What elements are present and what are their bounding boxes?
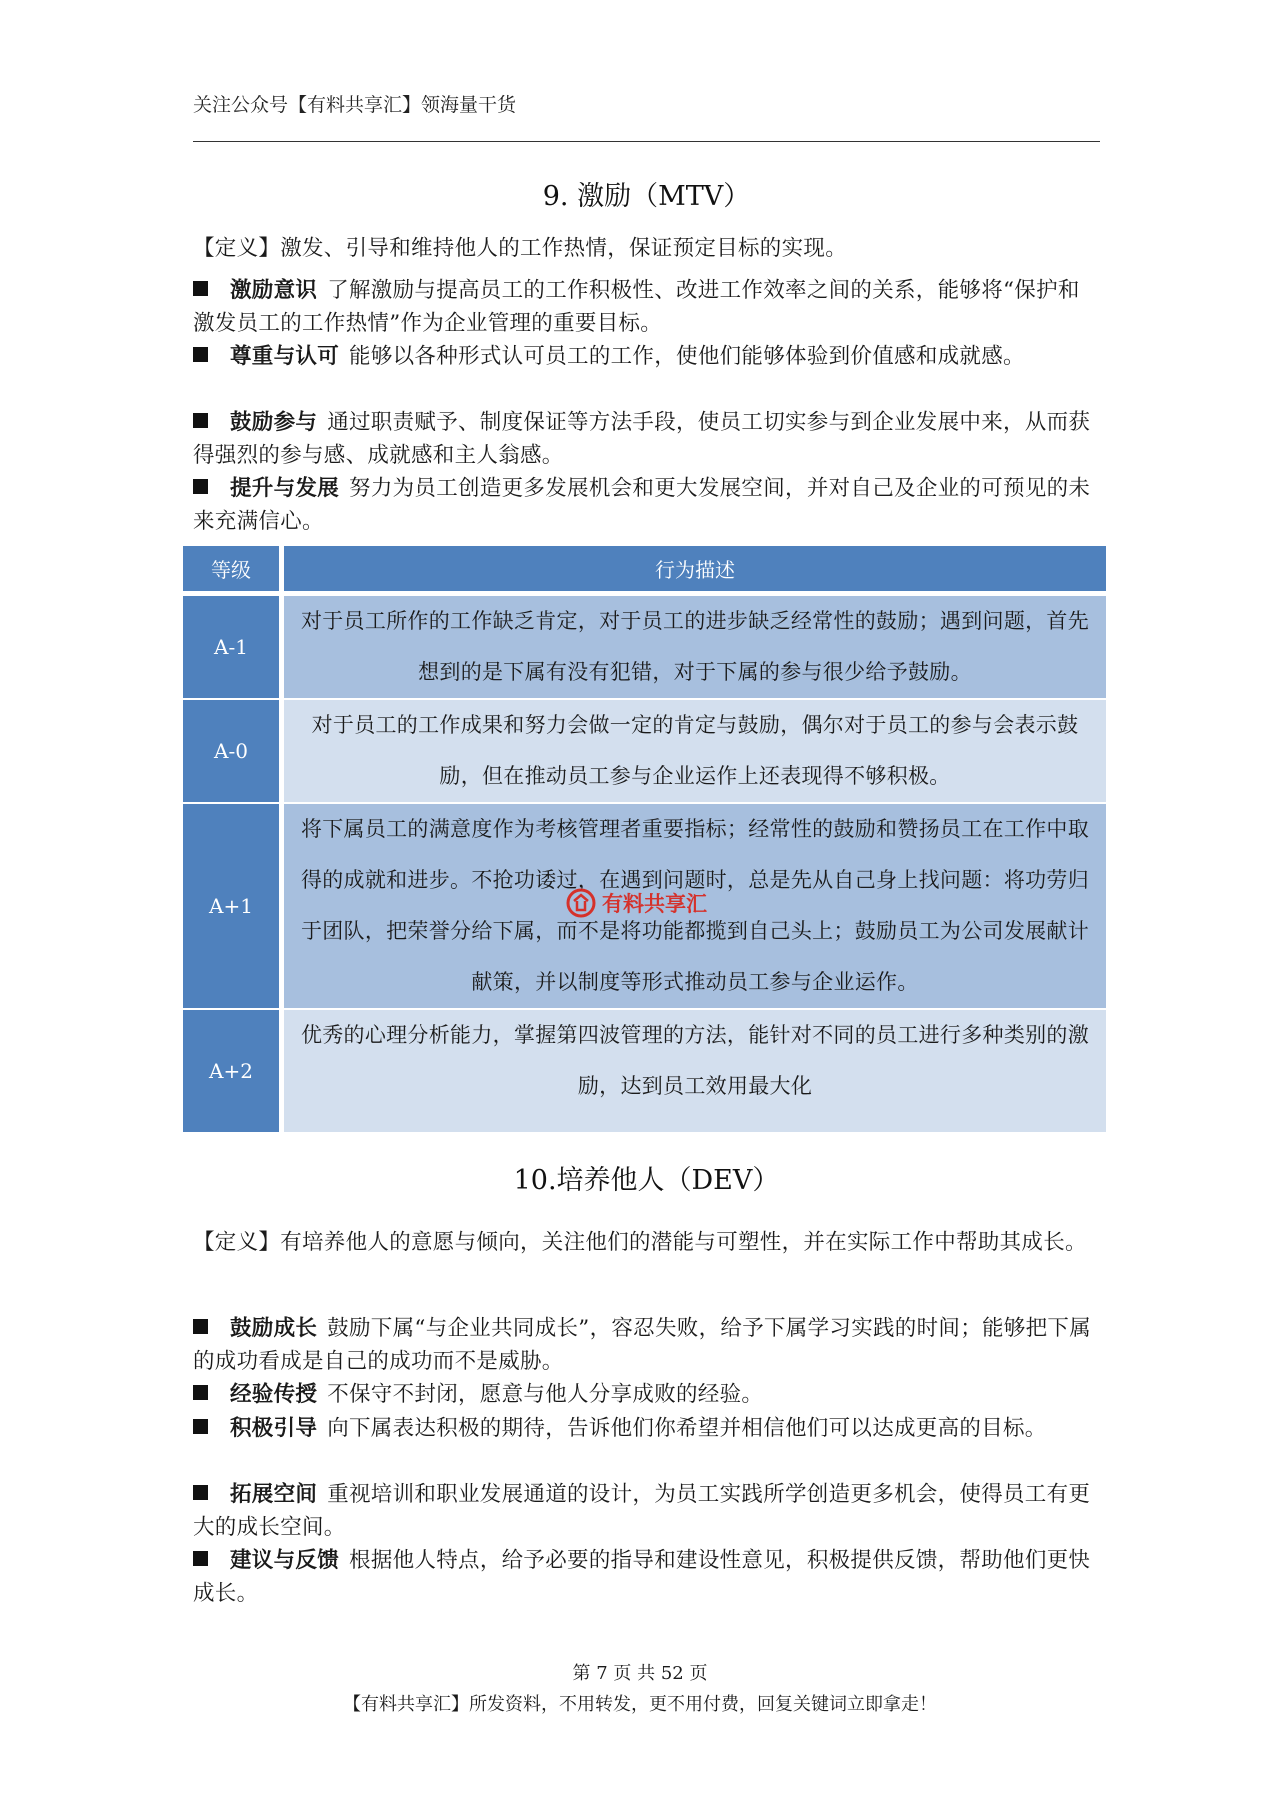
item-text: 努力为员工创造更多发展机会和更大发展空间，并对自己及企业的可预见的未来充满信心。 [193,476,1091,534]
item-text: 能够以各种形式认可员工的工作，使他们能够体验到价值感和成就感。 [349,344,1025,369]
footer-note: 【有料共享汇】所发资料，不用转发，更不用付费，回复关键词立即拿走！ [343,1694,937,1715]
watermark-text: 有料共享汇 [602,892,707,916]
section-10-item [193,1544,1100,1610]
page-number: 第 7 页 共 52 页 [572,1663,708,1684]
item-keyword: 鼓励参与 [230,410,318,435]
table-row [183,1010,1106,1134]
competency-level-table [183,546,1106,1134]
watermark [566,888,707,918]
square-bullet-icon [193,281,208,296]
section-10-item [193,1378,1100,1411]
watermark-logo-icon [566,888,596,918]
item-keyword: 激励意识 [230,278,318,303]
item-keyword: 拓展空间 [230,1482,318,1507]
section-9-item [193,340,1100,373]
description-cell: 对于员工的工作成果和努力会做一定的肯定与鼓励，偶尔对于员工的参与会表示鼓励，但在推动员工参与企业运作上还表现得不够积极。 [284,700,1106,804]
square-bullet-icon [193,479,208,494]
section-9-title: 9. 激励（MTV） [542,181,751,212]
item-keyword: 提升与发展 [230,476,340,501]
section-10-item [193,1312,1100,1378]
item-keyword: 尊重与认可 [230,344,340,369]
header-divider [193,141,1100,142]
item-text: 了解激励与提高员工的工作积极性、改进工作效率之间的关系，能够将“保护和激发员工的工作热情”作为企业管理的重要目标。 [193,278,1080,336]
section-9-item [193,406,1100,472]
item-keyword: 积极引导 [230,1416,318,1441]
item-text: 鼓励下属“与企业共同成长”，容忍失败，给予下属学习实践的时间；能够把下属的成功看成是自己的成功而不是威胁。 [193,1316,1091,1374]
square-bullet-icon [193,1319,208,1334]
square-bullet-icon [193,413,208,428]
description-cell: 将下属员工的满意度作为考核管理者重要指标；经常性的鼓励和赞扬员工在工作中取得的成就和进步。不抢功诿过，在遇到问题时，总是先从自己身上找问题：将功劳归于团队，把荣誉分给下属，而不是将功能都揽到自己头上；鼓励员工为公司发展献计献策，并以制度等形式推动员工参与企业运作。 [284,804,1106,1010]
item-text: 根据他人特点，给予必要的指导和建设性意见，积极提供反馈，帮助他们更快成长。 [193,1548,1091,1606]
square-bullet-icon [193,1385,208,1400]
item-keyword: 鼓励成长 [230,1316,318,1341]
level-cell: A+2 [183,1010,284,1134]
section-9-item [193,274,1100,340]
section-10-definition: 【定义】有培养他人的意愿与倾向，关注他们的潜能与可塑性，并在实际工作中帮助其成长。 [193,1230,1087,1255]
level-cell: A-0 [183,700,284,804]
square-bullet-icon [193,1419,208,1434]
item-keyword: 建议与反馈 [230,1548,340,1573]
item-text: 不保守不封闭，愿意与他人分享成败的经验。 [327,1382,764,1407]
table-header-description: 行为描述 [284,546,1106,596]
level-cell: A+1 [183,804,284,1010]
item-text: 向下属表达积极的期待，告诉他们你希望并相信他们可以达成更高的目标。 [327,1416,1047,1441]
item-text: 重视培训和职业发展通道的设计，为员工实践所学创造更多机会，使得员工有更大的成长空间。 [193,1482,1091,1540]
item-keyword: 经验传授 [230,1382,318,1407]
section-9-item [193,472,1100,538]
square-bullet-icon [193,1485,208,1500]
square-bullet-icon [193,1551,208,1566]
square-bullet-icon [193,347,208,362]
section-10-title: 10.培养他人（DEV） [513,1165,780,1196]
table-header-level: 等级 [183,546,284,596]
section-10-item [193,1478,1100,1544]
section-10-item [193,1412,1100,1445]
level-cell: A-1 [183,596,284,700]
description-cell: 优秀的心理分析能力，掌握第四波管理的方法，能针对不同的员工进行多种类别的激励，达到员工效用最大化 [284,1010,1106,1134]
table-header-row [183,546,1106,596]
description-cell: 对于员工所作的工作缺乏肯定，对于员工的进步缺乏经常性的鼓励；遇到问题，首先想到的是下属有没有犯错，对于下属的参与很少给予鼓励。 [284,596,1106,700]
item-text: 通过职责赋予、制度保证等方法手段，使员工切实参与到企业发展中来，从而获得强烈的参与感、成就感和主人翁感。 [193,410,1091,468]
table-row [183,700,1106,804]
section-9-definition: 【定义】激发、引导和维持他人的工作热情，保证预定目标的实现。 [193,236,848,261]
table-row [183,596,1106,700]
page-header-text: 关注公众号【有料共享汇】领海量干货 [193,94,517,116]
